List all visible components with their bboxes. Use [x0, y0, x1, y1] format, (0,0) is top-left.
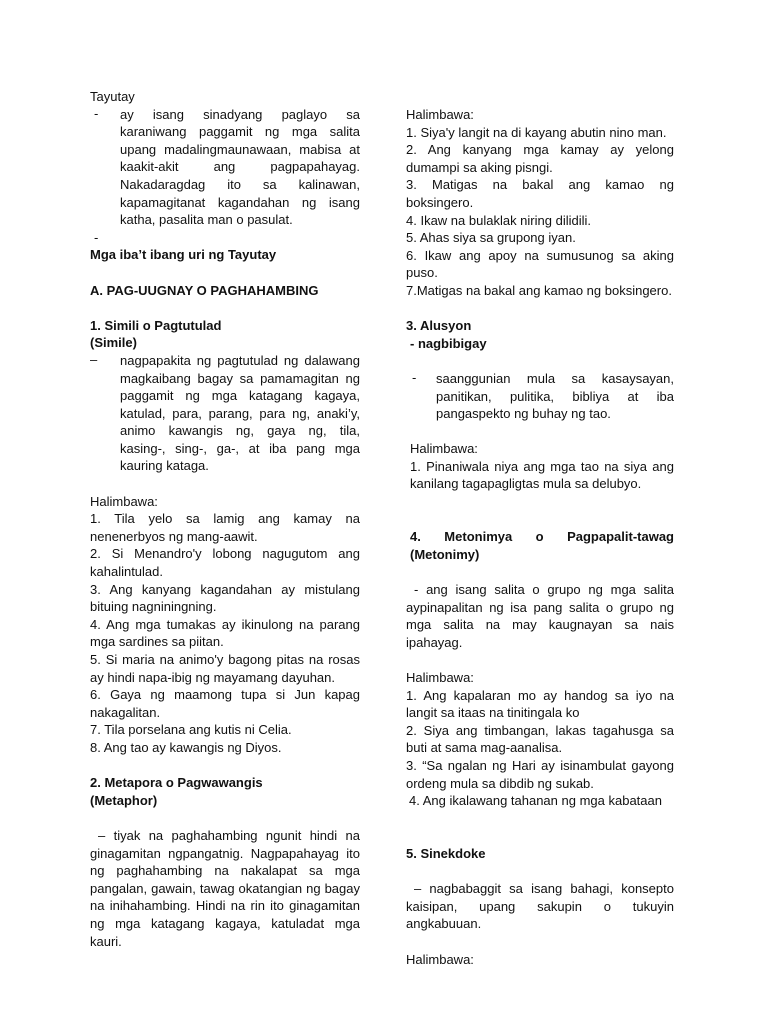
metapora-example: 7.Matigas na bakal ang kamao ng boksingero. [406, 282, 672, 298]
tayutay-title: Tayutay [90, 89, 135, 104]
simili-definition [90, 352, 360, 475]
metapora-subheading: (Metaphor) [90, 792, 158, 808]
sinekdoke-definition: – nagbabaggit sa isang bahagi, konsepto kaisipan, upang sakupin o tukuyin angkabuuan. [406, 881, 674, 932]
metapora-definition: – tiyak na paghahambing ngunit hindi na ginagamitan ngpangatnig. Nagpapahayag ito ng paghahambing na nakalapat sa mga pangalan, gawain, tawag okatangian ng bagay na inihahambing. Hindi na rin ito ginagamitan ng mga katagang kagaya, katuladat mga kauri. [90, 827, 360, 949]
alusyon-heading: 3. Alusyon [406, 318, 472, 334]
section-a-heading: A. PAG-UUGNAY O PAGHAHAMBING [90, 282, 319, 298]
simili-example: 6. Gaya ng maamong tupa si Jun kapag nakagalitan. [90, 687, 360, 720]
metonimya-example: 2. Siya ang timbangan, lakas tagahusga sa buti at sama mag-aanalisa. [406, 722, 674, 756]
metonimya-example: 1. Ang kapalaran mo ay handog sa iyo na langit sa itaas na tinitingala ko [406, 687, 674, 721]
simili-example: 5. Si maria na animo'y bagong pitas na rosas ay hindi napa-ibig ng mayamang dayuhan. [90, 652, 360, 685]
simili-heading: 1. Simili o Pagtutulad [90, 317, 222, 333]
alusyon-definition-text: saanggunian mula sa kasaysayan, panitikan, pulitika, bibliya at iba pangaspekto ng buhay ng tao. [436, 370, 674, 422]
halimbawa-label: Halimbawa: [410, 441, 478, 457]
simili-example: 2. Si Menandro'y lobong nagugutom ang kahalintulad. [90, 546, 360, 580]
halimbawa-label: Halimbawa: [90, 493, 158, 509]
alusyon-definition [406, 370, 674, 423]
metonimya-example: 3. “Sa ngalan ng Hari ay isinambulat gayong ordeng mula sa dibdib ng sukab. [406, 757, 674, 791]
tayutay-definition-text: ay isang sinadyang paglayo sa karaniwang paggamit ng mga salita upang madalingmaunawaan, mabisa at kaakit-akit ang pagpapahayag. Nakadaragdag ito sa kalinawan, kapamagitanat kagandahan ng isang katha, pasalita man o pasulat. [120, 106, 360, 228]
metapora-example: 3. Matigas na bakal ang kamao ng boksingero. [406, 177, 674, 210]
dash-bullet: – [90, 351, 98, 367]
metonimya-heading: 4. Metonimya o Pagpapalit-tawag [410, 529, 674, 545]
simili-subheading: (Simile) [90, 335, 137, 351]
simili-example: 8. Ang tao ay kawangis ng Diyos. [90, 739, 282, 755]
metonimya-subheading: (Metonimy) [410, 546, 480, 562]
dash-bullet: - [412, 369, 417, 385]
metapora-heading: 2. Metapora o Pagwawangis [90, 775, 263, 791]
simili-definition-text: nagpapakita ng pagtutulad ng dalawang magkaibang bagay sa pamamagitan ng paggamit ng mga katagang kagaya, katulad, para, parang, para ng, anaki’y, animo kawangis ng, gaya ng, tila, kasing-, sing-, ga-, at iba pang mga kauring kataga. [120, 352, 360, 474]
iba-heading: Mga iba’t ibang uri ng Tayutay [90, 247, 277, 263]
dash-bullet: - [94, 105, 99, 121]
simili-example: 4. Ang mga tumakas ay ikinulong na parang mga sardines sa piitan. [90, 616, 360, 650]
halimbawa-label: Halimbawa: [406, 951, 474, 967]
alusyon-example: 1. Pinaniwala niya ang mga tao na siya ang kanilang tagapagligtas mula sa delubyo. [410, 458, 674, 492]
empty-dash-bullet: - [94, 229, 99, 245]
metapora-example: 2. Ang kanyang mga kamay ay yelong dumampi sa aking pisngi. [406, 142, 674, 175]
halimbawa-label: Halimbawa: [406, 107, 474, 122]
right-column [406, 106, 674, 968]
metapora-example: 6. Ikaw ang apoy na sumusunog sa aking puso. [406, 247, 674, 281]
sinekdoke-heading: 5. Sinekdoke [406, 845, 486, 861]
metapora-example: 4. Ikaw na bulaklak niring dilidili. [406, 212, 591, 228]
left-column [90, 88, 360, 950]
simili-example: 7. Tila porselana ang kutis ni Celia. [90, 722, 292, 738]
metonimya-definition: - ang isang salita o grupo ng mga salita aypinapalitan ng isa pang salita o grupo ng mga salita na may kaugnayan sa nais ipahayag. [406, 582, 674, 650]
simili-example: 3. Ang kanyang kagandahan ay mistulang bituing nagniningning. [90, 581, 360, 615]
metonimya-example: 4. Ang ikalawang tahanan ng mga kabataan [409, 793, 662, 809]
metapora-example: 1. Siya'y langit na di kayang abutin nino man. [406, 124, 667, 140]
alusyon-subheading: - nagbibigay [410, 335, 487, 351]
simili-example: 1. Tila yelo sa lamig ang kamay na nenenerbyos ng mang-aawit. [90, 511, 360, 544]
halimbawa-label: Halimbawa: [406, 670, 474, 685]
metapora-example: 5. Ahas siya sa grupong iyan. [406, 230, 576, 246]
tayutay-definition [90, 106, 360, 229]
